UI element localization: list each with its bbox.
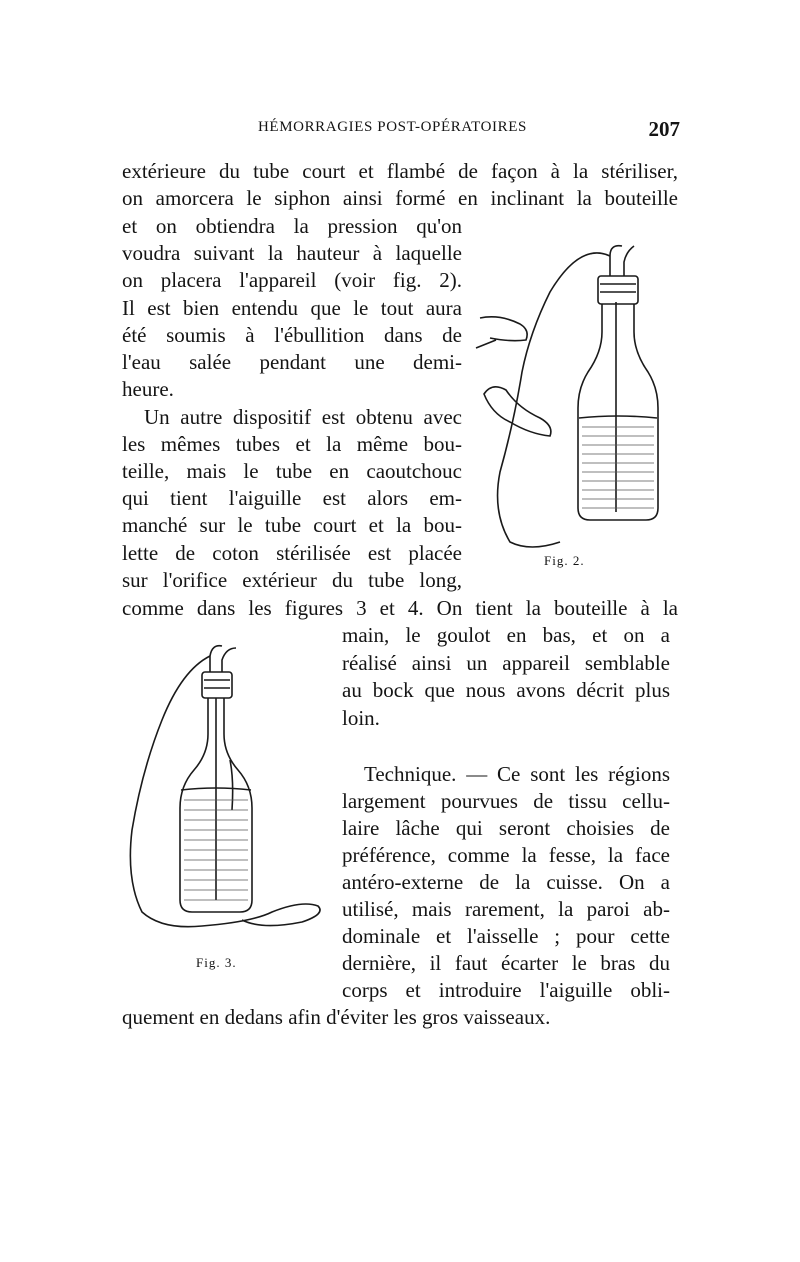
text-line: et on obtiendra la pression qu'on bbox=[122, 214, 462, 238]
text-line: Technique. — Ce sont les régions bbox=[364, 762, 670, 786]
text-line: antéro-externe de la cuisse. On a bbox=[342, 870, 670, 894]
text-line: utilisé, mais rarement, la paroi ab- bbox=[342, 897, 670, 921]
bottle-siphon-hands-drawing bbox=[470, 222, 680, 552]
figure-3-illustration bbox=[122, 630, 332, 960]
figure-2-caption: Fig. 2. bbox=[544, 553, 585, 568]
figure-3-caption: Fig. 3. bbox=[196, 955, 237, 970]
text-line: largement pourvues de tissu cellu- bbox=[342, 789, 670, 813]
text-line: dernière, il faut écarter le bras du bbox=[342, 951, 670, 975]
text-line: main, le goulot en bas, et on a bbox=[342, 623, 670, 647]
bottle-siphon-tube-drawing bbox=[122, 630, 332, 955]
text-line: manché sur le tube court et la bou- bbox=[122, 513, 462, 537]
text-line: au bock que nous avons décrit plus bbox=[342, 678, 670, 702]
text-line: on amorcera le siphon ainsi formé en inclinant la bouteille bbox=[122, 186, 678, 210]
text-line: qui tient l'aiguille est alors em- bbox=[122, 486, 462, 510]
text-line: on placera l'appareil (voir fig. 2). bbox=[122, 268, 462, 292]
text-line: préférence, comme la fesse, la face bbox=[342, 843, 670, 867]
text-line: sur l'orifice extérieur du tube long, bbox=[122, 568, 462, 592]
text-line: réalisé ainsi un appareil semblable bbox=[342, 651, 670, 675]
running-head: HÉMORRAGIES POST-OPÉRATOIRES bbox=[258, 119, 527, 135]
text-line: lette de coton stérilisée est placée bbox=[122, 541, 462, 565]
page-number: 207 bbox=[648, 117, 680, 141]
text-line: laire lâche qui seront choisies de bbox=[342, 816, 670, 840]
text-line: Il est bien entendu que le tout aura bbox=[122, 296, 462, 320]
text-line: Un autre dispositif est obtenu avec bbox=[144, 405, 462, 429]
text-line: heure. bbox=[122, 377, 174, 401]
text-line: l'eau salée pendant une demi- bbox=[122, 350, 462, 374]
text-line: les mêmes tubes et la même bou- bbox=[122, 432, 462, 456]
text-line: dominale et l'aisselle ; pour cette bbox=[342, 924, 670, 948]
text-line: corps et introduire l'aiguille obli- bbox=[342, 978, 670, 1002]
text-line: extérieure du tube court et flambé de façon à la stériliser, bbox=[122, 159, 678, 183]
text-line: loin. bbox=[342, 706, 380, 730]
text-line: quement en dedans afin d'éviter les gros vaisseaux. bbox=[122, 1005, 551, 1029]
text-line: comme dans les figures 3 et 4. On tient la bouteille à la bbox=[122, 596, 678, 620]
page-header bbox=[258, 117, 680, 143]
text-line: été soumis à l'ébullition dans de bbox=[122, 323, 462, 347]
figure-2-illustration bbox=[470, 222, 680, 562]
text-line: voudra suivant la hauteur à laquelle bbox=[122, 241, 462, 265]
text-line: teille, mais le tube en caoutchouc bbox=[122, 459, 462, 483]
